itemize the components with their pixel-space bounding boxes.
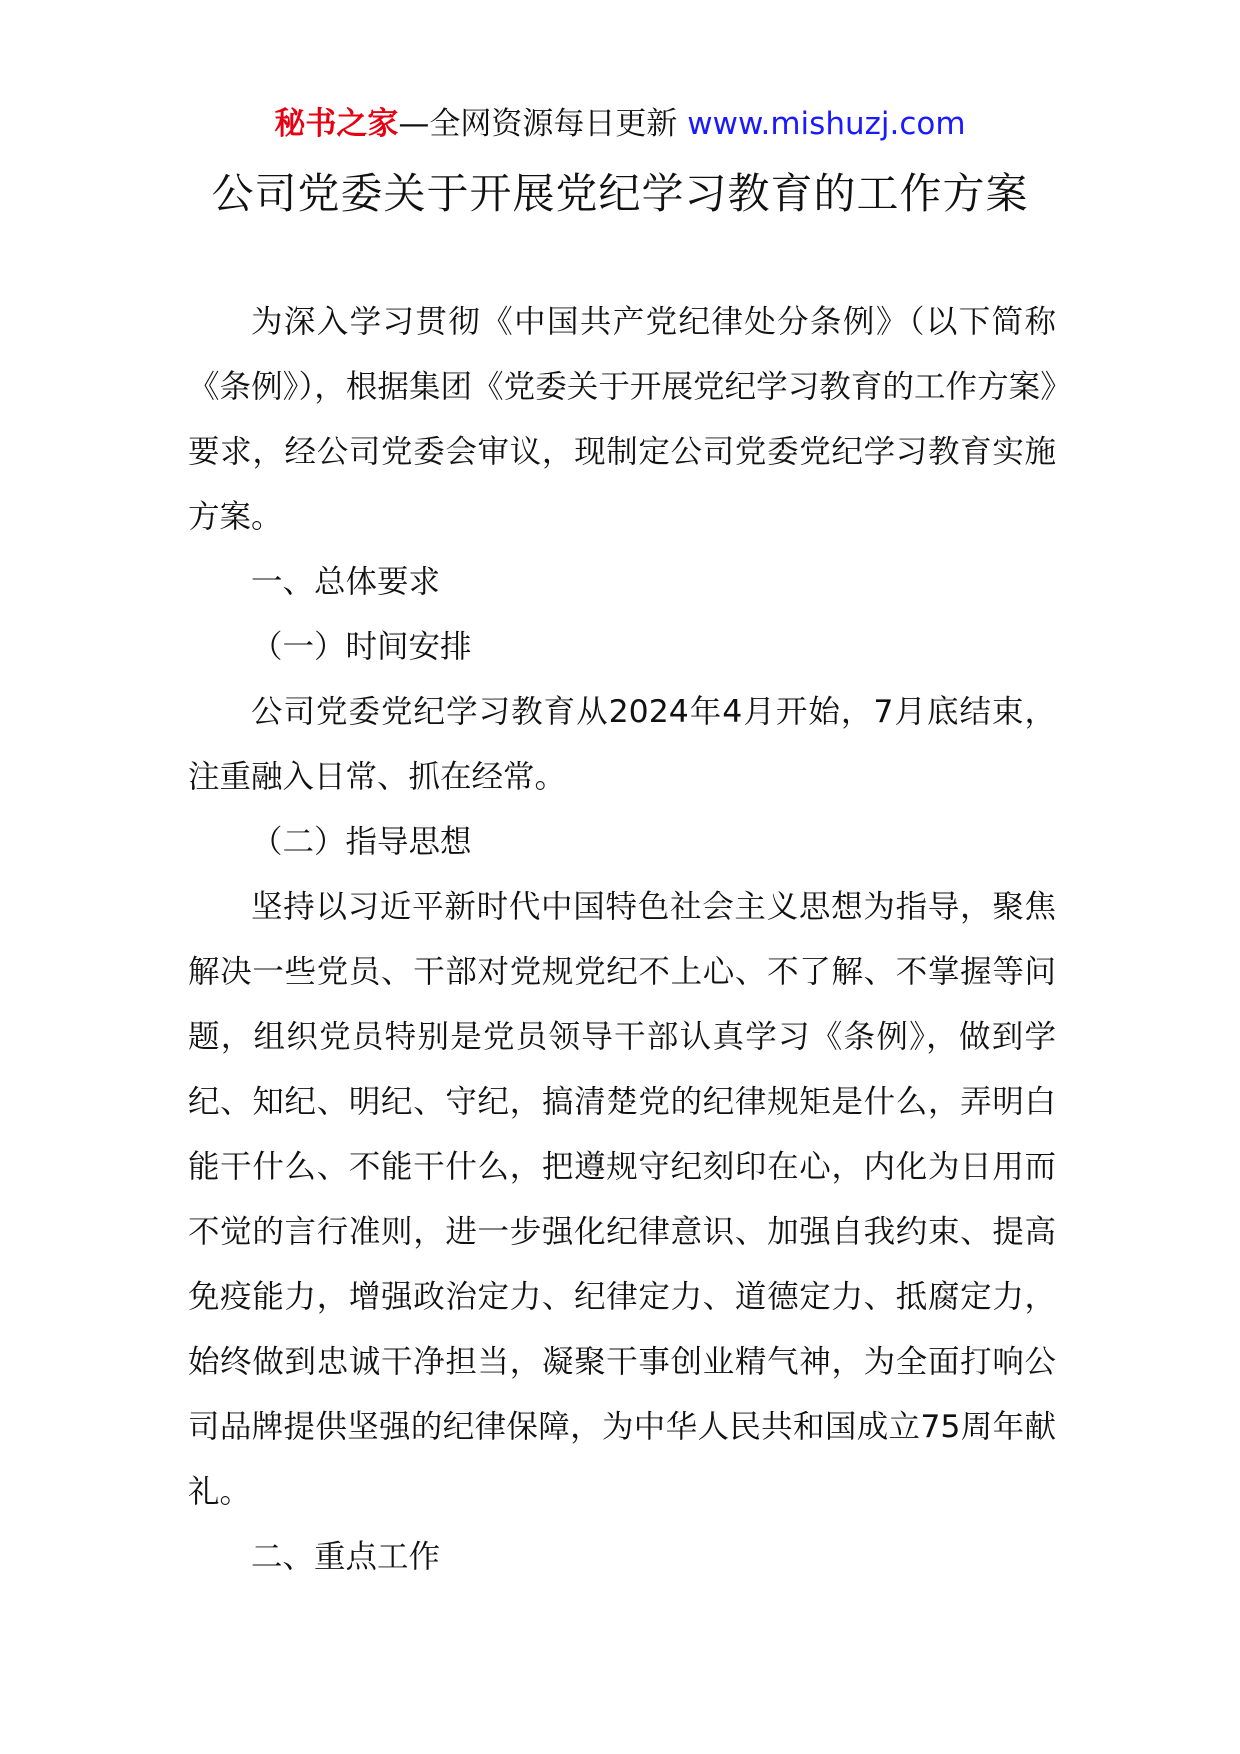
document-body bbox=[188, 290, 1056, 1590]
section-heading-key-work: 二、重点工作 bbox=[251, 1539, 441, 1575]
subsection-heading-schedule: （一）时间安排 bbox=[251, 629, 472, 665]
document-title: 公司党委关于开展党纪学习教育的工作方案 bbox=[211, 169, 1029, 218]
header-tagline: —全网资源每日更新 bbox=[398, 106, 678, 142]
schedule-paragraph: 公司党委党纪学习教育从2024年4月开始，7月底结束，注重融入日常、抓在经常。 bbox=[188, 694, 1056, 795]
site-url-link[interactable]: www.mishuzj.com bbox=[687, 106, 966, 142]
intro-paragraph: 为深入学习贯彻《中国共产党纪律处分条例》（以下简称《条例》），根据集团《党委关于开展党纪学习教育的工作方案》要求，经公司党委会审议，现制定公司党委党纪学习教育实施方案。 bbox=[188, 304, 1056, 535]
subsection-heading-guiding-thought: （二）指导思想 bbox=[251, 824, 472, 860]
section-heading-general-requirements: 一、总体要求 bbox=[251, 564, 441, 600]
site-header bbox=[0, 102, 1240, 146]
brand-name: 秘书之家 bbox=[274, 106, 399, 142]
guiding-thought-paragraph: 坚持以习近平新时代中国特色社会主义思想为指导，聚焦解决一些党员、干部对党规党纪不上心、不了解、不掌握等问题，组织党员特别是党员领导干部认真学习《条例》，做到学纪、知纪、明纪、守纪，搞清楚党的纪律规矩是什么，弄明白能干什么、不能干什么，把遵规守纪刻印在心，内化为日用而不觉的言行准则，进一步强化纪律意识、加强自我约束、提高免疫能力，增强政治定力、纪律定力、道德定力、抵腐定力，始终做到忠诚干净担当，凝聚干事创业精气神，为全面打响公司品牌提供坚强的纪律保障，为中华人民共和国成立75周年献礼。 bbox=[188, 889, 1056, 1510]
